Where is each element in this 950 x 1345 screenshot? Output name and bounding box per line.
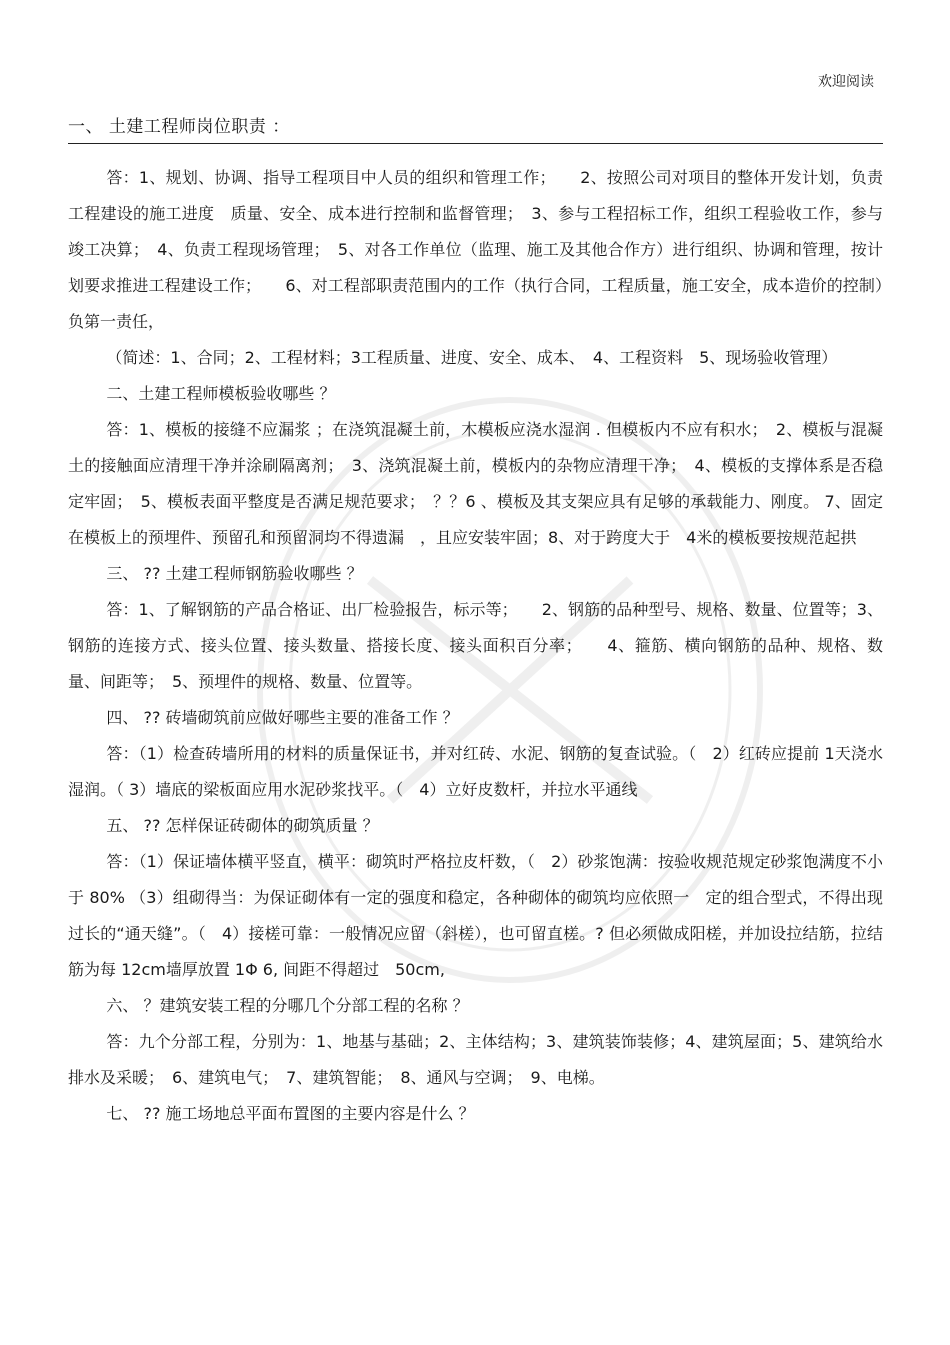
title-underline bbox=[68, 143, 883, 144]
answer-paragraph-3: 答：1、了解钢筋的产品合格证、出厂检验报告，标示等； 2、钢筋的品种型号、规格、数量、位置等；3、钢筋的连接方式、接头位置、接头数量、搭接长度、接头面积百分率； 4、箍筋、横向钢筋的品种、规格、数量、间距等； 5、预埋件的规格、数量、位置等。 bbox=[68, 600, 883, 691]
document-body bbox=[68, 160, 883, 1132]
question-3: 三、 ?? 土建工程师钢筋验收哪些 ？ bbox=[106, 564, 363, 583]
summary-paragraph: （简述：1、合同；2、工程材料；3工程质量、进度、安全、成本、 4、工程资料 5、现场验收管理） bbox=[106, 348, 838, 367]
answer-paragraph-6: 答：九个分部工程，分别为：1、地基与基础；2、主体结构；3、建筑装饰装修；4、建筑屋面；5、建筑给水排水及采暖； 6、建筑电气； 7、建筑智能； 8、通风与空调； 9、电梯。 bbox=[68, 1032, 883, 1087]
page-title: 一、 土建工程师岗位职责 ： bbox=[68, 117, 290, 137]
question-4: 四、 ?? 砖墙砌筑前应做好哪些主要的准备工作 ？ bbox=[106, 708, 459, 727]
question-7: 七、 ?? 施工场地总平面布置图的主要内容是什么 ？ bbox=[106, 1104, 475, 1123]
answer-paragraph-1: 答：1、规划、协调、指导工程项目中人员的组织和管理工作； 2、按照公司对项目的整体开发计划，负责工程建设的施工进度 质量、安全、成本进行控制和监督管理； 3、参与工程招标工作，组织工程验收工作，参与竣工决算； 4、负责工程现场管理； 5、对各工作单位（监理、施工及其他合作方）进行组织、协调和管理，按计划要求推进工程建设工作； 6、对工程部职责范围内的工作（执行合同，工程质量，施工安全，成本造价的控制）负第一责任， bbox=[68, 168, 883, 331]
answer-paragraph-5: 答：（1）保证墙体横平竖直，横平：砌筑时严格拉皮杆数，（ 2）砂浆饱满：按验收规范规定砂浆饱满度不小于 80% （3）组砌得当：为保证砌体有一定的强度和稳定，各种砌体的砌筑均应依照一 定的组合型式，不得出现过长的“通天缝”。（ 4）接槎可靠：一般情况应留（斜槎），也可留直槎。? 但必须做成阳槎，并加设拉结筋，拉结筋为每 12cm墙厚放置 1Φ 6, 间距不得超过 50cm, bbox=[68, 852, 883, 979]
answer-paragraph-2: 答：1、模板的接缝不应漏浆 ；在浇筑混凝土前，木模板应浇水湿润 . 但模板内不应有积水； 2、模板与混凝土的接触面应清理干净并涂刷隔离剂； 3、浇筑混凝土前，模板内的杂物应清理干净； 4、模板的支撑体系是否稳定牢固； 5、模板表面平整度是否满足规范要求； ？？6 、模板及其支架应具有足够的承载能力、刚度。 7、固定在模板上的预埋件、预留孔和预留洞均不得遗漏 ，且应安装牢固；8、对于跨度大于 4米的模板要按规范起拱 bbox=[68, 420, 883, 547]
question-6: 六、 ？建筑安装工程的分哪几个分部工程的名称 ？ bbox=[106, 996, 469, 1015]
header-note: 欢迎阅读 bbox=[818, 74, 874, 90]
title-block bbox=[68, 112, 883, 144]
answer-paragraph-4: 答：（1）检查砖墙所用的材料的质量保证书，并对红砖、水泥、钢筋的复查试验。（ 2）红砖应提前 1天浇水湿润。（ 3）墙底的梁板面应用水泥砂浆找平。（ 4）立好皮数杆，并拉水平通线 bbox=[68, 744, 883, 799]
question-2: 二、土建工程师模板验收哪些 ？ bbox=[106, 384, 336, 403]
question-5: 五、 ?? 怎样保证砖砌体的砌筑质量 ？ bbox=[106, 816, 379, 835]
